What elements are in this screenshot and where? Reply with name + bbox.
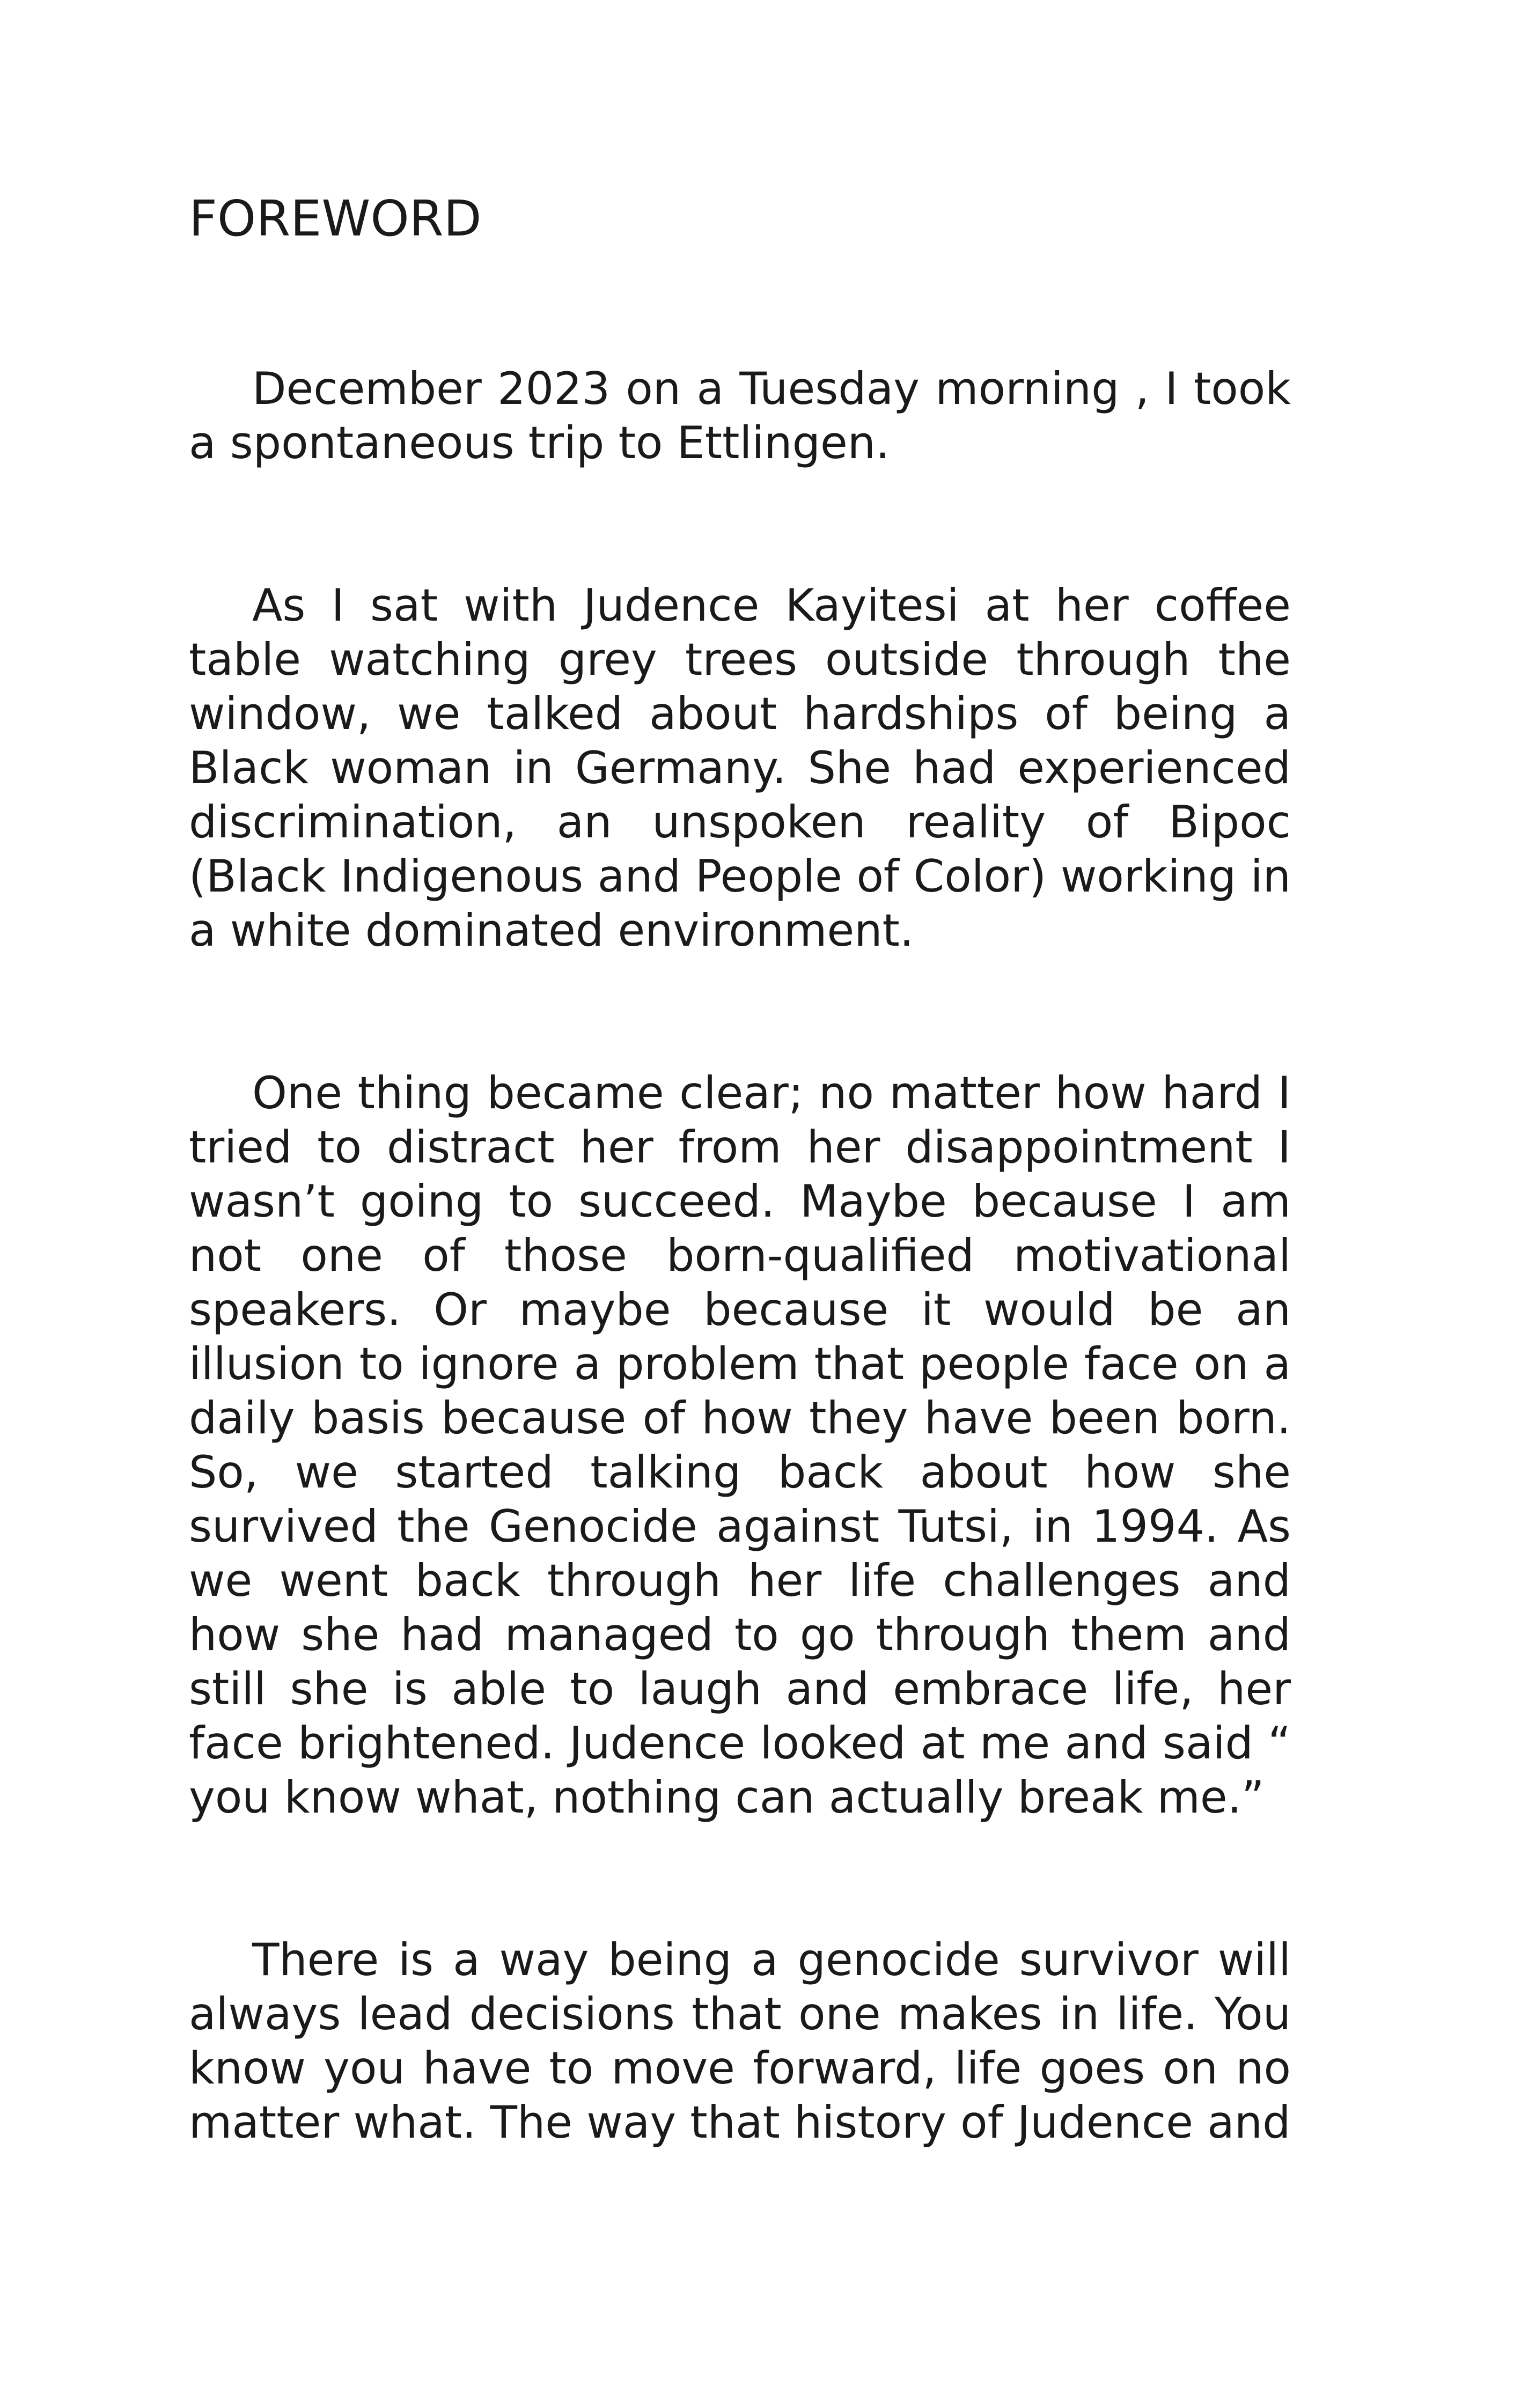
- paragraph-3: One thing became clear; no matter how hard I tried to distract her from her disappointment I wasn’t going to succeed. Maybe because I am not one of those born-qualified motivational speakers. Or maybe because it would be an illusion to ignore a problem that people face on a daily basis because of how they have been born. So, we started talking back about how she survived the Genocide against Tutsi, in 1994. As we went back through her life challenges and how she had managed to go through them and still she is able to laugh and embrace life, her face brightened. Judence looked at me and said “ you know what, nothing can actually break me.”: [189, 1067, 1291, 1823]
- paragraph-4: There is a way being a genocide survivor will always lead decisions that one makes in life. You know you have to move forward, life goes on no matter what. The way that history of Judence and: [189, 1934, 1291, 2148]
- paragraph-2: As I sat with Judence Kayitesi at her coffee table watching grey trees outside through the window, we talked about hardships of being a Black woman in Germany. She had experienced discrimination, an unspoken reality of Bipoc (Black Indigenous and People of Color) working in a white dominated environment.: [189, 580, 1291, 956]
- body-text: [189, 362, 1291, 2150]
- paragraph-spacer: [189, 1825, 1291, 1933]
- paragraph-spacer: [189, 470, 1291, 579]
- paragraph-1: December 2023 on a Tuesday morning , I took a spontaneous trip to Ettlingen.: [189, 363, 1291, 469]
- paragraph-spacer: [189, 958, 1291, 1066]
- page-heading: FOREWORD: [189, 190, 482, 247]
